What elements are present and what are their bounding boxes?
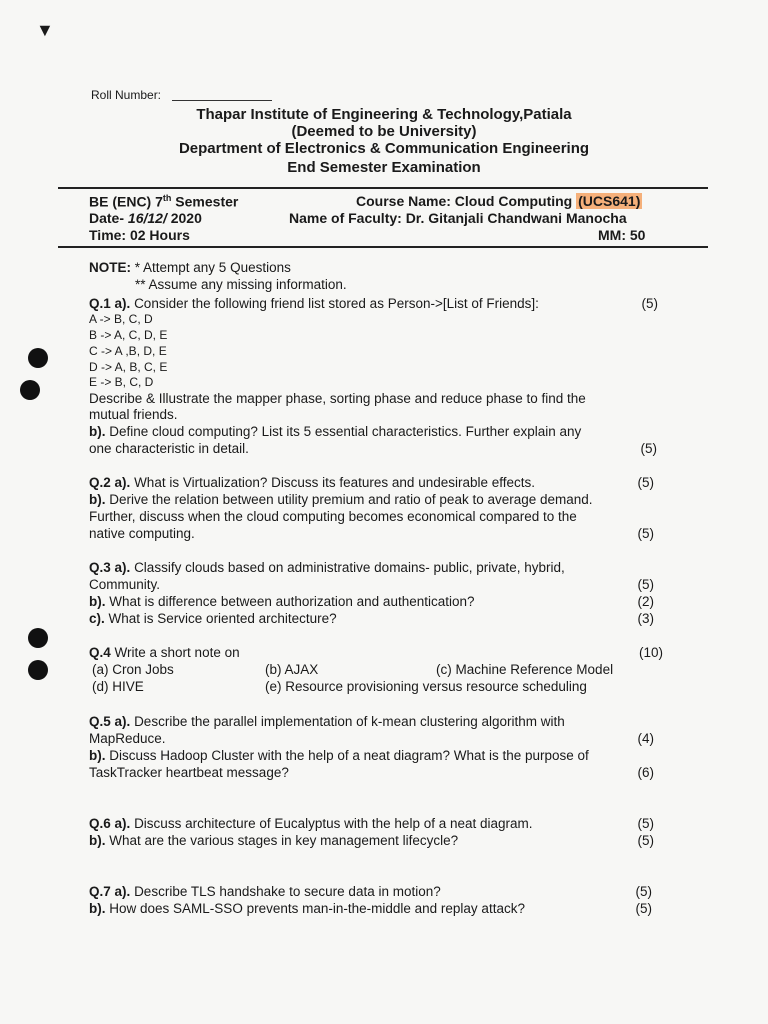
q1-b-marks: (5) bbox=[640, 441, 657, 456]
q3-b bbox=[89, 594, 679, 609]
max-marks: MM: 50 bbox=[598, 227, 646, 243]
q2-a-text: What is Virtualization? Discuss its features and undesirable effects. bbox=[134, 475, 536, 490]
corner-mark: ▼ bbox=[36, 20, 54, 40]
q5-a-marks: (4) bbox=[637, 731, 654, 746]
q6-a-text: Discuss architecture of Eucalyptus with the help of a neat diagram. bbox=[134, 816, 533, 831]
q2-b-label: b). bbox=[89, 492, 106, 507]
q4-item: (c) Machine Reference Model bbox=[436, 662, 614, 677]
q1-a-text: Consider the following friend list stored as Person->[List of Friends]: bbox=[134, 296, 539, 311]
q1-a-label: a). bbox=[114, 296, 131, 311]
q3-a-text-1: Classify clouds based on administrative domains- public, private, hybrid, bbox=[134, 560, 565, 575]
exam-date: Date- 16/12/ 2020 bbox=[89, 210, 202, 226]
q4-marks: (10) bbox=[638, 645, 663, 660]
q1-list-item: C -> A ,B, D, E bbox=[89, 344, 167, 358]
q4-item: (e) Resource provisioning versus resource scheduling bbox=[265, 679, 587, 694]
q5-a-label: a). bbox=[114, 714, 131, 729]
q7-a-label: a). bbox=[114, 884, 131, 899]
q3-a bbox=[89, 560, 679, 575]
q7-a-text: Describe TLS handshake to secure data in motion? bbox=[134, 884, 441, 899]
q6-a-label: a). bbox=[114, 816, 131, 831]
q3-c-text: What is Service oriented architecture? bbox=[108, 611, 337, 626]
q4-label: Q.4 bbox=[89, 645, 111, 660]
q3-b-label: b). bbox=[89, 594, 106, 609]
exam-title: End Semester Examination bbox=[287, 159, 481, 176]
q3-b-text: What is difference between authorization and authentication? bbox=[109, 594, 475, 609]
q4-item: (a) Cron Jobs bbox=[92, 662, 174, 677]
q6-b bbox=[89, 833, 679, 848]
q3-a-marks: (5) bbox=[637, 577, 654, 592]
q1-list-item: A -> B, C, D bbox=[89, 312, 153, 326]
q5-label: Q.5 bbox=[89, 714, 111, 729]
deemed-university: (Deemed to be University) bbox=[291, 123, 477, 140]
q1-list-item: E -> B, C, D bbox=[89, 375, 154, 389]
header-rule-bottom bbox=[58, 246, 708, 248]
q2-label: Q.2 bbox=[89, 475, 111, 490]
q3-a-cont bbox=[89, 577, 679, 592]
q4-item: (d) HIVE bbox=[92, 679, 144, 694]
q1-b-text-2: one characteristic in detail. bbox=[89, 441, 249, 456]
q1-a-marks: (5) bbox=[641, 296, 658, 311]
q1-desc-1: Describe & Illustrate the mapper phase, sorting phase and reduce phase to find the bbox=[89, 391, 586, 406]
q6-b-label: b). bbox=[89, 833, 106, 848]
q1-a bbox=[89, 296, 679, 311]
punch-hole bbox=[28, 628, 48, 648]
q6-a-marks: (5) bbox=[637, 816, 654, 831]
q1-label: Q.1 bbox=[89, 296, 111, 311]
q2-a bbox=[89, 475, 679, 490]
course-name bbox=[356, 193, 642, 209]
q7-label: Q.7 bbox=[89, 884, 111, 899]
course-label: Course Name: Cloud Computing bbox=[356, 193, 573, 209]
header-rule-top bbox=[58, 187, 708, 189]
q3-label: Q.3 bbox=[89, 560, 111, 575]
punch-hole bbox=[20, 380, 40, 400]
q5-a-cont bbox=[89, 731, 679, 746]
q1-b bbox=[89, 424, 679, 439]
q2-b bbox=[89, 492, 679, 507]
q3-c-marks: (3) bbox=[637, 611, 654, 626]
q1-b-cont bbox=[89, 441, 679, 456]
q5-a bbox=[89, 714, 679, 729]
q3-a-text-2: Community. bbox=[89, 577, 161, 592]
roll-number-label: Roll Number: bbox=[91, 88, 162, 102]
q5-a-text-2: MapReduce. bbox=[89, 731, 166, 746]
q1-desc-2: mutual friends. bbox=[89, 407, 178, 422]
q1-b-label: b). bbox=[89, 424, 106, 439]
punch-hole bbox=[28, 660, 48, 680]
q5-b-text-1: Discuss Hadoop Cluster with the help of a neat diagram? What is the purpose of bbox=[109, 748, 589, 763]
department-name: Department of Electronics & Communication Engineering bbox=[178, 140, 590, 157]
q2-b-marks: (5) bbox=[637, 526, 654, 541]
institute-name: Thapar Institute of Engineering & Technology,Patiala bbox=[196, 106, 572, 123]
q1-list-item: D -> A, B, C, E bbox=[89, 360, 168, 374]
punch-hole bbox=[28, 348, 48, 368]
roll-number-line bbox=[172, 100, 272, 101]
q6-label: Q.6 bbox=[89, 816, 111, 831]
q2-a-label: a). bbox=[114, 475, 131, 490]
q4 bbox=[89, 645, 679, 660]
q6-b-marks: (5) bbox=[637, 833, 654, 848]
course-code: (UCS641) bbox=[578, 193, 641, 209]
note-label: NOTE: bbox=[89, 260, 131, 275]
q5-b-cont bbox=[89, 765, 679, 780]
q5-b-label: b). bbox=[89, 748, 106, 763]
q7-b-marks: (5) bbox=[635, 901, 652, 916]
q2-b-text-2: Further, discuss when the cloud computing becomes economical compared to the bbox=[89, 509, 577, 524]
q7-b-text: How does SAML-SSO prevents man-in-the-middle and replay attack? bbox=[109, 901, 525, 916]
q7-a bbox=[89, 884, 679, 899]
q2-b-cont bbox=[89, 526, 679, 541]
q3-c-label: c). bbox=[89, 611, 105, 626]
q1-b-text-1: Define cloud computing? List its 5 essential characteristics. Further explain any bbox=[109, 424, 582, 439]
q7-b bbox=[89, 901, 679, 916]
exam-time: Time: 02 Hours bbox=[89, 227, 190, 243]
q6-b-text: What are the various stages in key management lifecycle? bbox=[109, 833, 459, 848]
faculty-name: Name of Faculty: Dr. Gitanjali Chandwani Manocha bbox=[289, 210, 627, 226]
q1-list-item: B -> A, C, D, E bbox=[89, 328, 168, 342]
q5-b-text-2: TaskTracker heartbeat message? bbox=[89, 765, 289, 780]
q2-b-text-1: Derive the relation between utility premium and ratio of peak to average demand. bbox=[109, 492, 593, 507]
q2-a-marks: (5) bbox=[637, 475, 654, 490]
note-text-2: ** Assume any missing information. bbox=[135, 277, 347, 292]
q4-text: Write a short note on bbox=[114, 645, 240, 660]
q3-c bbox=[89, 611, 679, 626]
q3-a-label: a). bbox=[114, 560, 131, 575]
q7-a-marks: (5) bbox=[635, 884, 652, 899]
q3-b-marks: (2) bbox=[637, 594, 654, 609]
q5-a-text-1: Describe the parallel implementation of k-mean clustering algorithm with bbox=[134, 714, 565, 729]
q6-a bbox=[89, 816, 679, 831]
note-line-1 bbox=[89, 260, 679, 275]
q2-b-text-3: native computing. bbox=[89, 526, 195, 541]
q4-item: (b) AJAX bbox=[265, 662, 319, 677]
q7-b-label: b). bbox=[89, 901, 106, 916]
q5-b bbox=[89, 748, 679, 763]
note-text-1: * Attempt any 5 Questions bbox=[134, 260, 291, 275]
q5-b-marks: (6) bbox=[637, 765, 654, 780]
semester: BE (ENC) 7th Semester bbox=[89, 193, 239, 210]
